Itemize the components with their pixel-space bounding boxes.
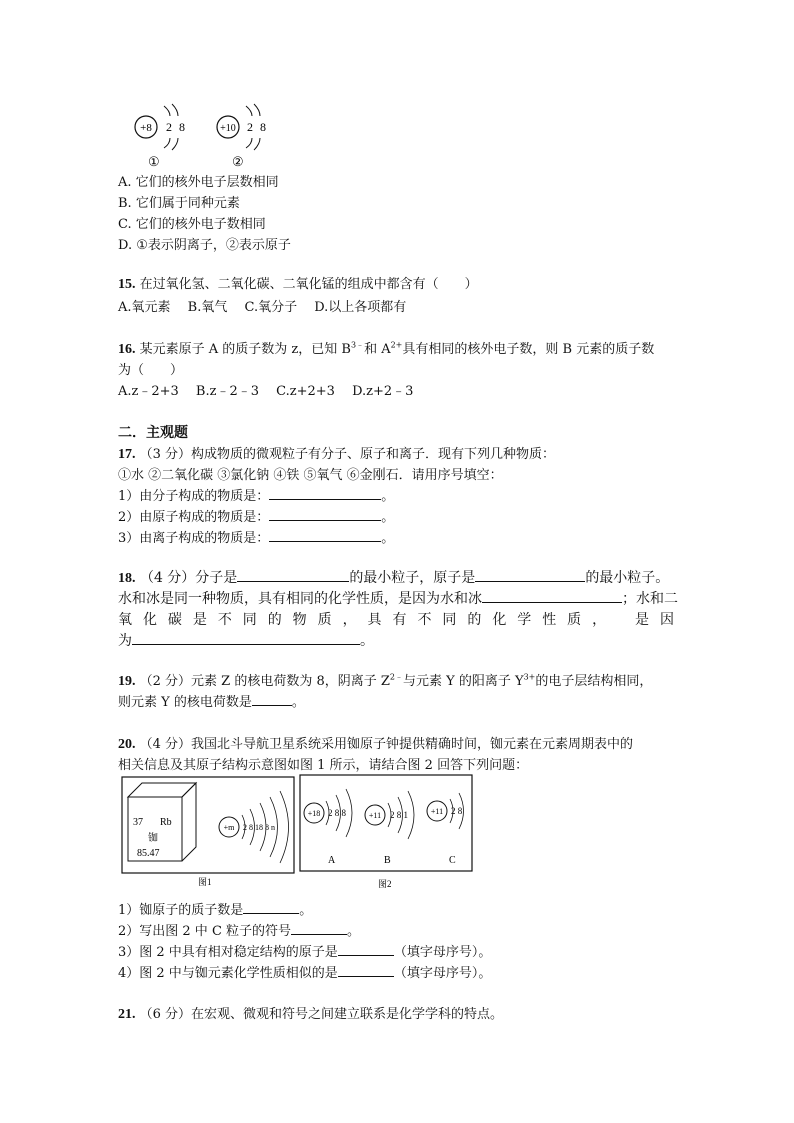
q19-text-2a: 则元素 Y 的核电荷数是 [118, 695, 252, 710]
atom2-shell-2: 8 [260, 120, 266, 134]
q20-item-4 [118, 962, 491, 981]
q16-number: 16. [118, 342, 136, 357]
q20-answer-blank-4[interactable] [338, 964, 394, 977]
q18-line-3: 氧化碳是不同的物质，具有不同的化学性质， 是因 [118, 612, 674, 628]
q16-stem-line2: 为（ ） [118, 363, 184, 378]
q20-answer-blank-3[interactable] [338, 943, 394, 956]
q20-item-3 [118, 941, 491, 960]
q19-text-2b: 。 [291, 695, 305, 710]
figure-1-rubidium [118, 775, 296, 887]
q18-text-4a: 为 [118, 633, 132, 649]
q16-sup-a: 2+ [390, 340, 403, 350]
q21-stem [118, 1003, 503, 1023]
q17-item-3-suffix: 。 [381, 531, 395, 546]
q17-item-2-suffix: 。 [381, 510, 395, 525]
q18-text-1c: 的最小粒子。 [585, 570, 670, 586]
q18-text-4b: 。 [360, 633, 374, 649]
q20-item-2-suffix: 。 [347, 924, 361, 939]
q14-option-b: B. 它们属于同种元素 [118, 196, 240, 211]
q16-text-a: 某元素原子 A 的质子数为 z，已知 B [139, 342, 351, 357]
particle-b-label: B [384, 855, 391, 866]
q15-stem [118, 273, 478, 293]
q17-answer-blank-1[interactable] [269, 487, 381, 500]
q17-item-1-prefix: 1）由分子构成的物质是： [118, 489, 270, 504]
q20-item-2-prefix: 2）写出图 2 中 C 粒子的符号 [118, 924, 292, 939]
q15-number: 15. [118, 277, 136, 292]
q18-line-1 [118, 567, 669, 587]
q20-item-1-suffix: 。 [299, 903, 313, 918]
q18-line-2 [118, 588, 678, 608]
q21-number: 21. [118, 1007, 136, 1022]
q18-number: 18. [118, 571, 136, 586]
q16-stem [118, 338, 654, 358]
particle-c-label: C [449, 855, 456, 866]
q16-options: A.z﹣2+3 B.z﹣2﹣3 C.z+2+3 D.z+2﹣3 [118, 384, 414, 399]
q17-item-1 [118, 485, 394, 504]
q16-text-b: 和 A [364, 342, 391, 357]
q19-line-2 [118, 691, 305, 710]
q15-options: A.氧元素 B.氧气 C.氧分子 D.以上各项都有 [118, 300, 407, 315]
q16-sup-b: 3﹣ [350, 340, 365, 350]
q20-item-3-suffix: （填字母序号）。 [393, 945, 492, 960]
q20-answer-blank-1[interactable] [243, 901, 299, 914]
q20-item-4-suffix: （填字母序号）。 [393, 966, 492, 981]
q19-text-c: 的电子层结构相同， [535, 674, 653, 689]
q17-item-3 [118, 527, 394, 546]
particle-b-shells: 2 8 1 [390, 810, 408, 820]
particle-a-shells: 2 8 8 [328, 808, 346, 818]
q18-answer-blank-4[interactable] [132, 632, 360, 645]
q19-number: 19. [118, 674, 136, 689]
q20-item-4-prefix: 4）图 2 中与铷元素化学性质相似的是 [118, 966, 338, 981]
q16-text-c: 具有相同的核外电子数，则 B 元素的质子数 [402, 342, 655, 357]
q18-answer-blank-2[interactable] [475, 569, 585, 582]
atom-structure-figure [130, 100, 290, 170]
q20-item-1-prefix: 1）铷原子的质子数是 [118, 903, 244, 918]
q18-text-2b: ；水和二 [622, 591, 678, 607]
q19-sup-y: 3+ [523, 672, 536, 682]
particle-c-nucleus: +11 [430, 807, 444, 816]
rb-nucleus: +m [223, 823, 235, 832]
q17-answer-blank-3[interactable] [269, 529, 381, 542]
element-name: 铷 [148, 833, 158, 844]
q18-text-1b: 的最小粒子，原子是 [349, 570, 476, 586]
q20-answer-blank-2[interactable] [291, 922, 347, 935]
q20-item-3-prefix: 3）图 2 中具有相对稳定结构的原子是 [118, 945, 338, 960]
atom2-nucleus: +10 [220, 123, 236, 134]
q17-number: 17. [118, 447, 136, 462]
q20-number: 20. [118, 737, 136, 752]
figure-2-caption: 图2 [378, 879, 392, 889]
particle-c-shells: 2 8 [451, 806, 463, 816]
q19-line-1 [118, 670, 652, 690]
q17-item-1-suffix: 。 [381, 489, 395, 504]
q17-stem [118, 443, 555, 463]
particle-b-nucleus: +11 [368, 811, 382, 820]
q17-item-2-prefix: 2）由原子构成的物质是： [118, 510, 270, 525]
figure-2-particles [298, 773, 474, 889]
q19-answer-blank[interactable] [252, 693, 292, 706]
atom1-shell-1: 2 [166, 120, 172, 134]
element-cube-side [182, 783, 196, 861]
atom1-shell-2: 8 [179, 120, 185, 134]
q19-text-a: （2 分）元素 Z 的核电荷数为 8，阴离子 Z [139, 674, 390, 689]
q17-item-2 [118, 506, 394, 525]
section-title: 二．主观题 [118, 425, 188, 441]
q17-substances: ①水 ②二氧化碳 ③氯化钠 ④铁 ⑤氧气 ⑥金刚石．请用序号填空： [118, 468, 503, 483]
atom1-label: ① [148, 154, 160, 169]
q18-answer-blank-1[interactable] [237, 569, 349, 582]
q20-line-2: 相关信息及其原子结构示意图如图 1 所示，请结合图 2 回答下列问题： [118, 758, 529, 773]
q15-text: 在过氧化氢、二氧化碳、二氧化锰的组成中都含有（ ） [139, 277, 478, 292]
q21-text: （6 分）在宏观、微观和符号之间建立联系是化学学科的特点。 [139, 1007, 504, 1022]
q17-answer-blank-2[interactable] [269, 508, 381, 521]
atom2-shell-1: 2 [247, 120, 253, 134]
q18-text-2a: 水和冰是同一种物质，具有相同的化学性质，是因为水和冰 [118, 591, 482, 607]
q14-option-d: D. ①表示阴离子，②表示原子 [118, 238, 291, 253]
particle-a-label: A [328, 855, 336, 866]
q18-line-4 [118, 630, 374, 650]
q20-text-1: （4 分）我国北斗导航卫星系统采用铷原子钟提供精确时间，铷元素在元素周期表中的 [139, 737, 634, 752]
q20-item-1 [118, 899, 312, 918]
atom1-nucleus: +8 [140, 122, 152, 134]
element-symbol: Rb [160, 817, 172, 828]
q20-item-2 [118, 920, 360, 939]
q18-text-1a: （4 分）分子是 [139, 570, 238, 586]
element-atomic-number: 37 [133, 817, 143, 828]
q18-answer-blank-3[interactable] [482, 590, 622, 603]
element-atomic-mass: 85.47 [137, 848, 160, 859]
q19-text-b: 与元素 Y 的阳离子 Y [403, 674, 524, 689]
q14-option-c: C. 它们的核外电子数相同 [118, 217, 266, 232]
rb-shells: 2 8 18 8 n [243, 823, 275, 832]
element-cube-top [128, 783, 196, 797]
figure-1-caption: 图1 [198, 877, 212, 887]
q20-line-1 [118, 733, 633, 753]
q14-option-a: A. 它们的核外电子层数相同 [118, 175, 279, 190]
q19-sup-z: 2﹣ [389, 672, 404, 682]
q17-item-3-prefix: 3）由离子构成的物质是： [118, 531, 270, 546]
atom2-label: ② [232, 154, 244, 169]
particle-a-nucleus: +18 [307, 809, 321, 818]
q17-text: （3 分）构成物质的微观粒子有分子、原子和离子．现有下列几种物质： [139, 447, 556, 462]
